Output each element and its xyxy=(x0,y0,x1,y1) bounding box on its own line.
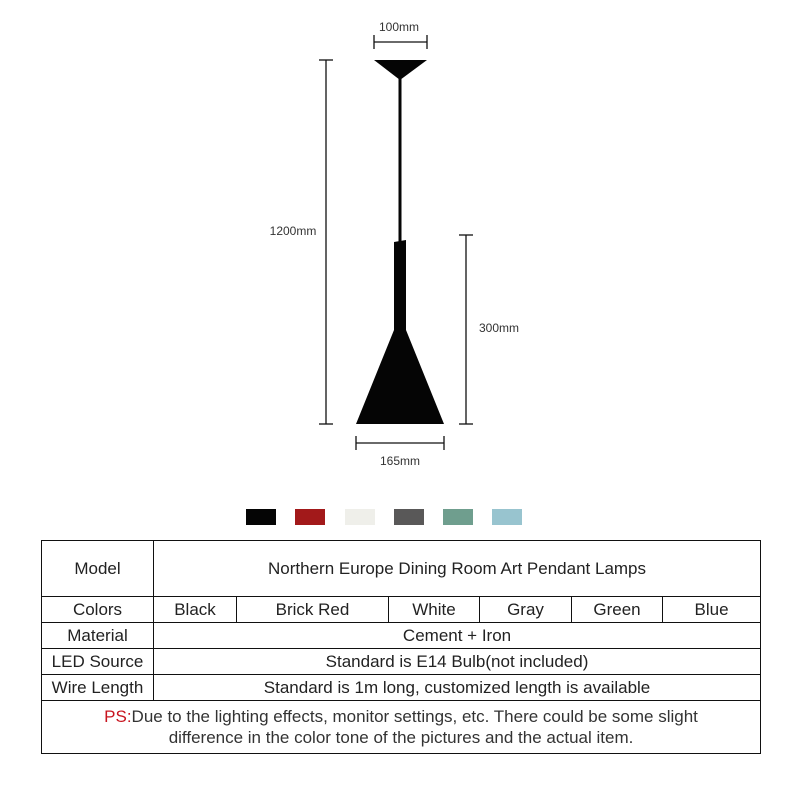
wire-length-row xyxy=(42,675,761,701)
white-swatch xyxy=(345,509,375,525)
pendant-lamp-illustration xyxy=(356,60,444,424)
black-swatch xyxy=(246,509,276,525)
brick-red-swatch xyxy=(295,509,325,525)
color-option-gray: Gray xyxy=(480,597,572,623)
total-height-dimension-line xyxy=(319,60,333,424)
green-swatch xyxy=(443,509,473,525)
total-height-label: 1200mm xyxy=(269,224,317,238)
model-value: Northern Europe Dining Room Art Pendant Lamps xyxy=(154,541,761,597)
colors-row xyxy=(42,597,761,623)
material-value: Cement + Iron xyxy=(154,623,761,649)
shade-height-dimension-line xyxy=(459,235,473,424)
color-option-blue: Blue xyxy=(663,597,761,623)
spec-table xyxy=(41,540,761,754)
blue-swatch xyxy=(492,509,522,525)
canopy-width-label: 100mm xyxy=(378,20,420,34)
model-row xyxy=(42,541,761,597)
shade-width-label: 165mm xyxy=(379,454,421,468)
ps-note-line2: difference in the color tone of the pictures and the actual item. xyxy=(168,728,634,747)
wire-length-value: Standard is 1m long, customized length is available xyxy=(154,675,761,701)
material-label: Material xyxy=(42,623,154,649)
gray-swatch xyxy=(394,509,424,525)
color-option-green: Green xyxy=(572,597,663,623)
led-source-row xyxy=(42,649,761,675)
led-source-label: LED Source xyxy=(42,649,154,675)
canopy-width-dimension-line xyxy=(374,35,427,49)
lamp-shade-shape xyxy=(356,240,444,424)
wire-length-label: Wire Length xyxy=(42,675,154,701)
color-option-brick-red: Brick Red xyxy=(237,597,389,623)
color-option-black: Black xyxy=(154,597,237,623)
led-source-value: Standard is E14 Bulb(not included) xyxy=(154,649,761,675)
model-label: Model xyxy=(42,541,154,597)
shade-height-label: 300mm xyxy=(478,321,520,335)
ps-note xyxy=(42,701,761,754)
ps-note-row xyxy=(42,701,761,754)
material-row xyxy=(42,623,761,649)
color-option-white: White xyxy=(389,597,480,623)
ps-note-line1: Due to the lighting effects, monitor settings, etc. There could be some slight xyxy=(131,707,698,726)
suspension-wire xyxy=(399,78,402,243)
colors-label: Colors xyxy=(42,597,154,623)
shade-width-dimension-line xyxy=(356,436,444,450)
ps-label: PS: xyxy=(104,707,132,726)
canopy-shape xyxy=(374,60,427,80)
